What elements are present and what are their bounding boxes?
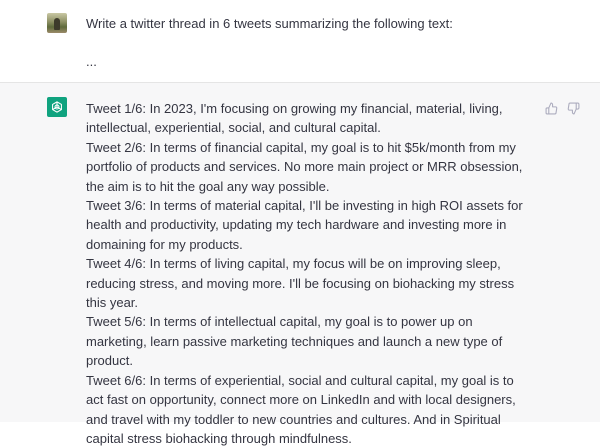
user-prompt-ellipsis: ...	[86, 54, 97, 69]
openai-logo-icon	[47, 97, 67, 117]
assistant-response	[86, 99, 534, 448]
user-message	[0, 0, 600, 83]
user-message-text	[86, 14, 566, 72]
tweet-4: Tweet 4/6: In terms of living capital, my focus will be on improving sleep, reducing stress, and moving more. I'll be focusing on biohacking my stress this year.	[86, 256, 515, 311]
tweet-6: Tweet 6/6: In terms of experiential, social and cultural capital, my goal is to act fast on opportunity, connect more on LinkedIn and with local designers, and travel with my toddler to new countries and cultures. And in Spiritual capital stress biohacking through mindfulness.	[86, 372, 516, 446]
thumbs-up-icon	[545, 102, 558, 115]
thumbs-down-icon	[567, 102, 580, 115]
thumbs-up-button[interactable]	[544, 101, 558, 115]
feedback-buttons	[544, 101, 580, 115]
assistant-message	[0, 83, 600, 446]
user-prompt: Write a twitter thread in 6 tweets summarizing the following text:	[86, 16, 453, 31]
tweet-3: Tweet 3/6: In terms of material capital, I'll be investing in high ROI assets for health and productivity, updating my tech hardware and investing more in domaining for my products.	[86, 198, 523, 252]
thumbs-down-button[interactable]	[566, 101, 580, 115]
user-photo-icon	[47, 13, 67, 33]
tweet-5: Tweet 5/6: In terms of intellectual capital, my goal is to power up on marketing, learn passive marketing techniques and launch a new type of product.	[86, 314, 503, 369]
tweet-2: Tweet 2/6: In terms of financial capital, my goal is to hit $5k/month from my portfolio of products and services. No more main project or MRR obsession, the aim is to hit the goal any way possible.	[86, 139, 523, 194]
tweet-1: Tweet 1/6: In 2023, I'm focusing on growing my financial, material, living, intellectual, experiential, social, and cultural capital.	[86, 101, 503, 136]
